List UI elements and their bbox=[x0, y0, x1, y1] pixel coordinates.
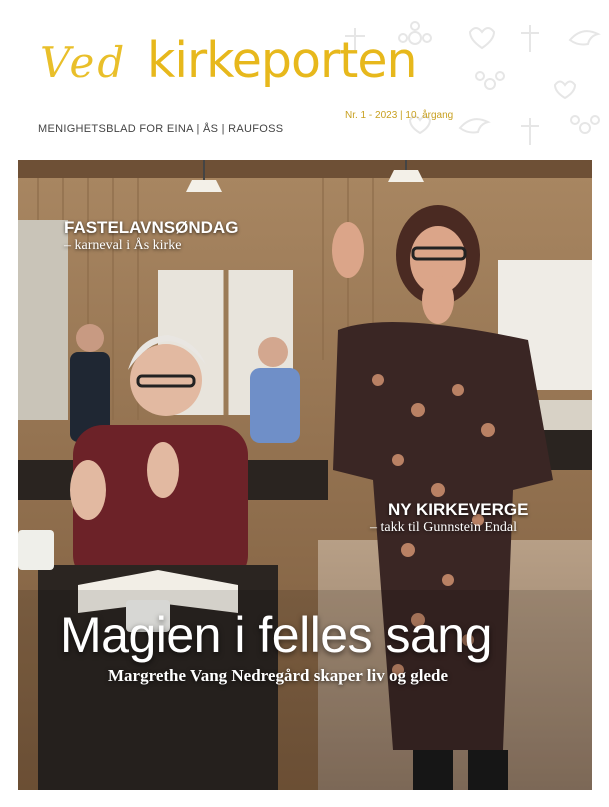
logo-main: kirkeporten bbox=[147, 32, 417, 89]
cover-headline: Magien i felles sang bbox=[60, 607, 492, 663]
flower-icon bbox=[571, 116, 599, 133]
dove-icon bbox=[570, 31, 598, 44]
photo-illustration bbox=[18, 160, 592, 790]
teaser-subheading: – takk til Gunnstein Endal bbox=[370, 520, 517, 535]
teaser-subheading: – karneval i Ås kirke bbox=[64, 238, 182, 253]
heart-icon bbox=[470, 28, 494, 48]
masthead-subtitle: MENIGHETSBLAD FOR EINA | ÅS | RAUFOSS bbox=[38, 123, 284, 135]
logo-script: Ved bbox=[40, 38, 128, 87]
heart-icon bbox=[555, 82, 575, 99]
teaser-heading: NY KIRKEVERGE bbox=[388, 500, 529, 519]
cross-icon bbox=[521, 25, 539, 52]
issue-info: Nr. 1 - 2023 | 10. årgang bbox=[345, 110, 454, 121]
dove-icon bbox=[460, 119, 488, 132]
cover-photo bbox=[18, 160, 592, 790]
cross-icon bbox=[521, 118, 539, 145]
teaser-heading: FASTELAVNSØNDAG bbox=[64, 218, 239, 237]
flower-icon bbox=[476, 72, 504, 89]
cover-subheadline: Margrethe Vang Nedregård skaper liv og glede bbox=[108, 666, 448, 685]
